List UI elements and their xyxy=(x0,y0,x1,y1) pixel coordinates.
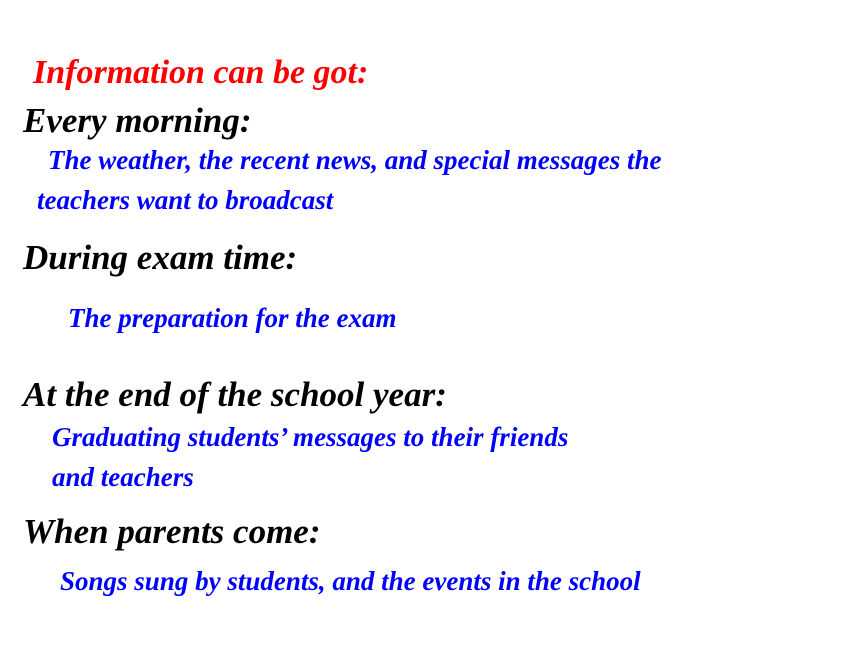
slide-title: Information can be got: xyxy=(33,54,369,91)
detail-end-of-school-year-line-2: and teachers xyxy=(52,462,194,492)
heading-parents-come: When parents come: xyxy=(23,512,321,551)
detail-exam-time-line-1: The preparation for the exam xyxy=(68,303,397,333)
heading-exam-time: During exam time: xyxy=(23,238,298,277)
detail-parents-come-line-1: Songs sung by students, and the events in the school xyxy=(60,566,641,596)
detail-every-morning-line-2: teachers want to broadcast xyxy=(37,185,334,215)
detail-every-morning-line-1: The weather, the recent news, and special messages the xyxy=(48,145,662,175)
heading-end-of-school-year: At the end of the school year: xyxy=(23,375,447,414)
detail-end-of-school-year-line-1: Graduating students’ messages to their friends xyxy=(52,422,569,452)
heading-every-morning: Every morning: xyxy=(23,101,252,140)
